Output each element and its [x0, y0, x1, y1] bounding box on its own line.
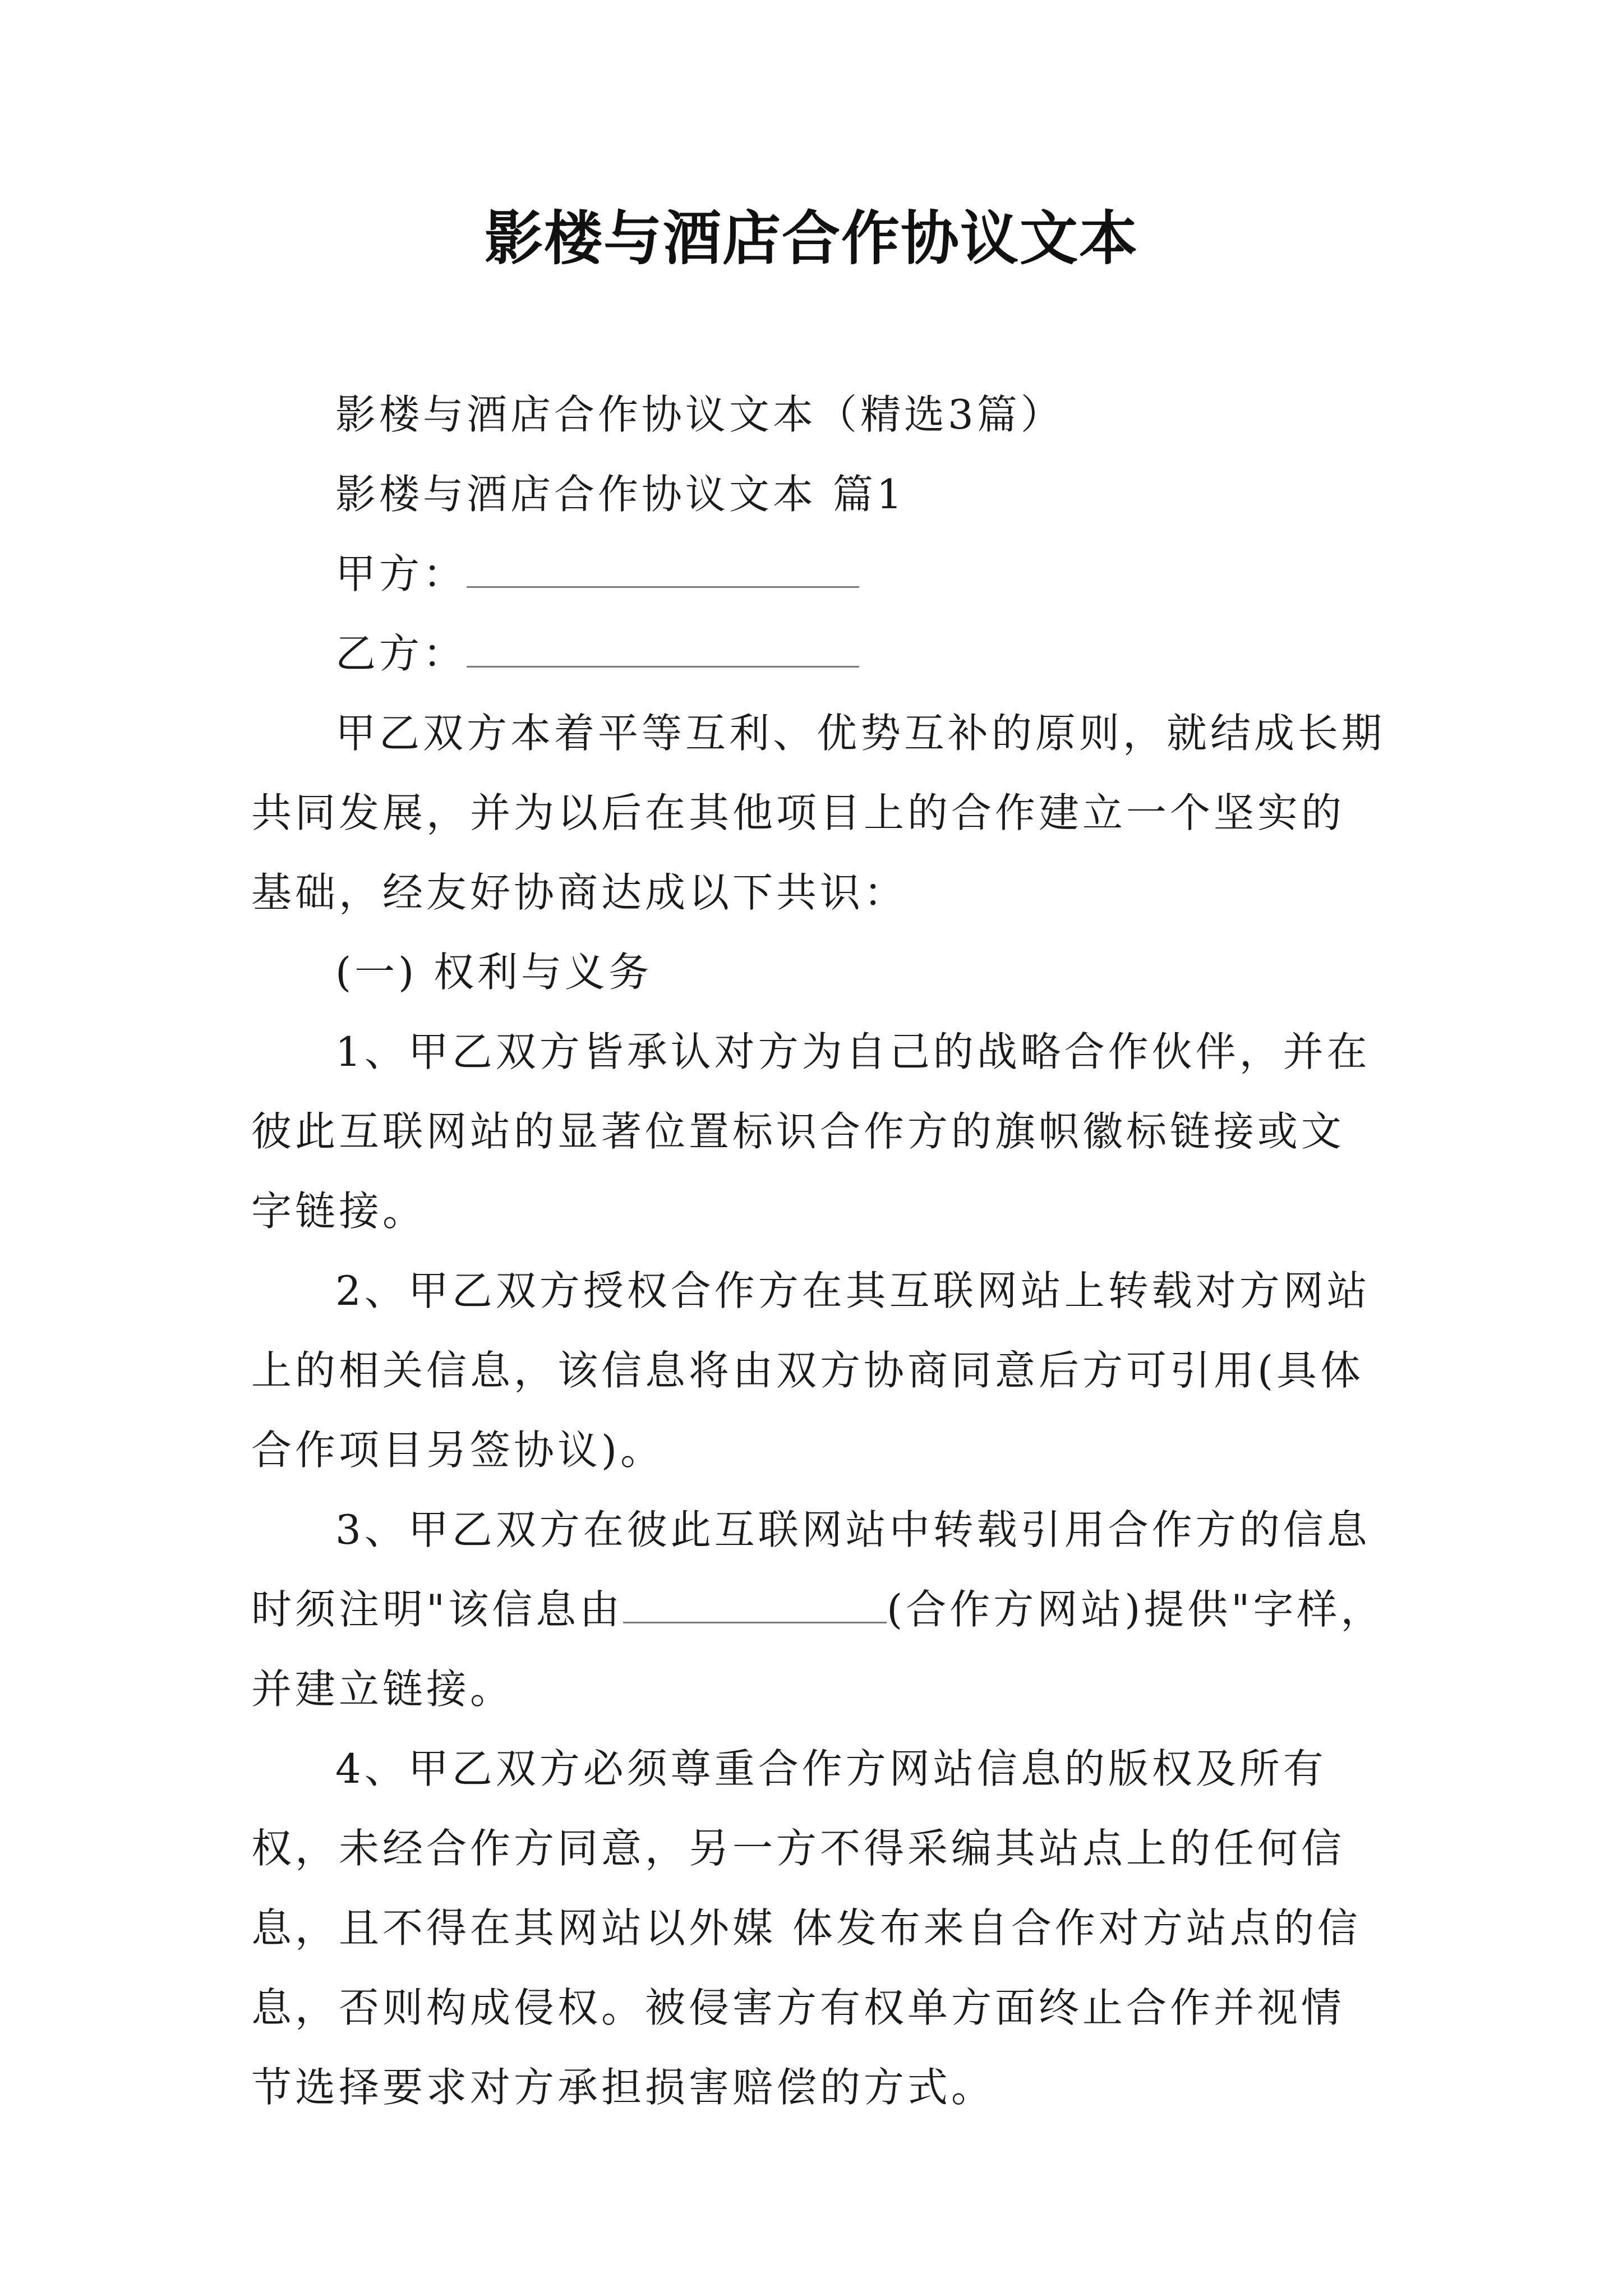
clause-3	[251, 1490, 1387, 1729]
clause-1: 1、甲乙双方皆承认对方为自己的战略合作伙伴，并在彼此互联网站的显著位置标识合作方的旗帜徽标链接或文字链接。	[251, 1028, 1371, 1235]
party-a-line	[251, 534, 1387, 614]
party-a-label: 甲方：	[335, 550, 467, 597]
party-b-blank	[467, 631, 859, 668]
clause-4: 4、甲乙双方必须尊重合作方网站信息的版权及所有权，未经合作方同意，另一方不得采编其站点上的任何信息，且不得在其网站以外媒 体发布来自合作对方站点的信息，否则构成侵权。被侵害方有权单方面终止合作并视情节选择要求对方承担损害赔偿的方式。	[251, 1745, 1361, 2111]
party-a-blank	[467, 551, 859, 588]
clause-2: 2、甲乙双方授权合作方在其互联网站上转载对方网站上的相关信息，该信息将由双方协商同意后方可引用(具体合作项目另签协议)。	[251, 1267, 1371, 1474]
clause-3-after: (合作方网站)提供"字样，并建立链接。	[251, 1586, 1385, 1713]
document-title: 影楼与酒店合作协议文本	[484, 204, 1138, 273]
intro-paragraph: 甲乙双方本着平等互利、优势互补的原则，就结成长期共同发展，并为以后在其他项目上的合作建立一个坚实的基础，经友好协商达成以下共识：	[251, 710, 1386, 916]
document-body	[251, 375, 1387, 2127]
party-b-line	[251, 614, 1387, 693]
rights-heading: (一) 权利与义务	[335, 949, 653, 996]
website-blank	[623, 1587, 887, 1623]
party-b-label: 乙方：	[335, 630, 467, 677]
subtitle: 影楼与酒店合作协议文本（精选3篇）	[335, 391, 1064, 438]
clause-3-before: 3、甲乙双方在彼此互联网站中转载引用合作方的信息时须注明"该信息由	[251, 1506, 1371, 1633]
section-heading: 影楼与酒店合作协议文本 篇1	[335, 471, 906, 518]
